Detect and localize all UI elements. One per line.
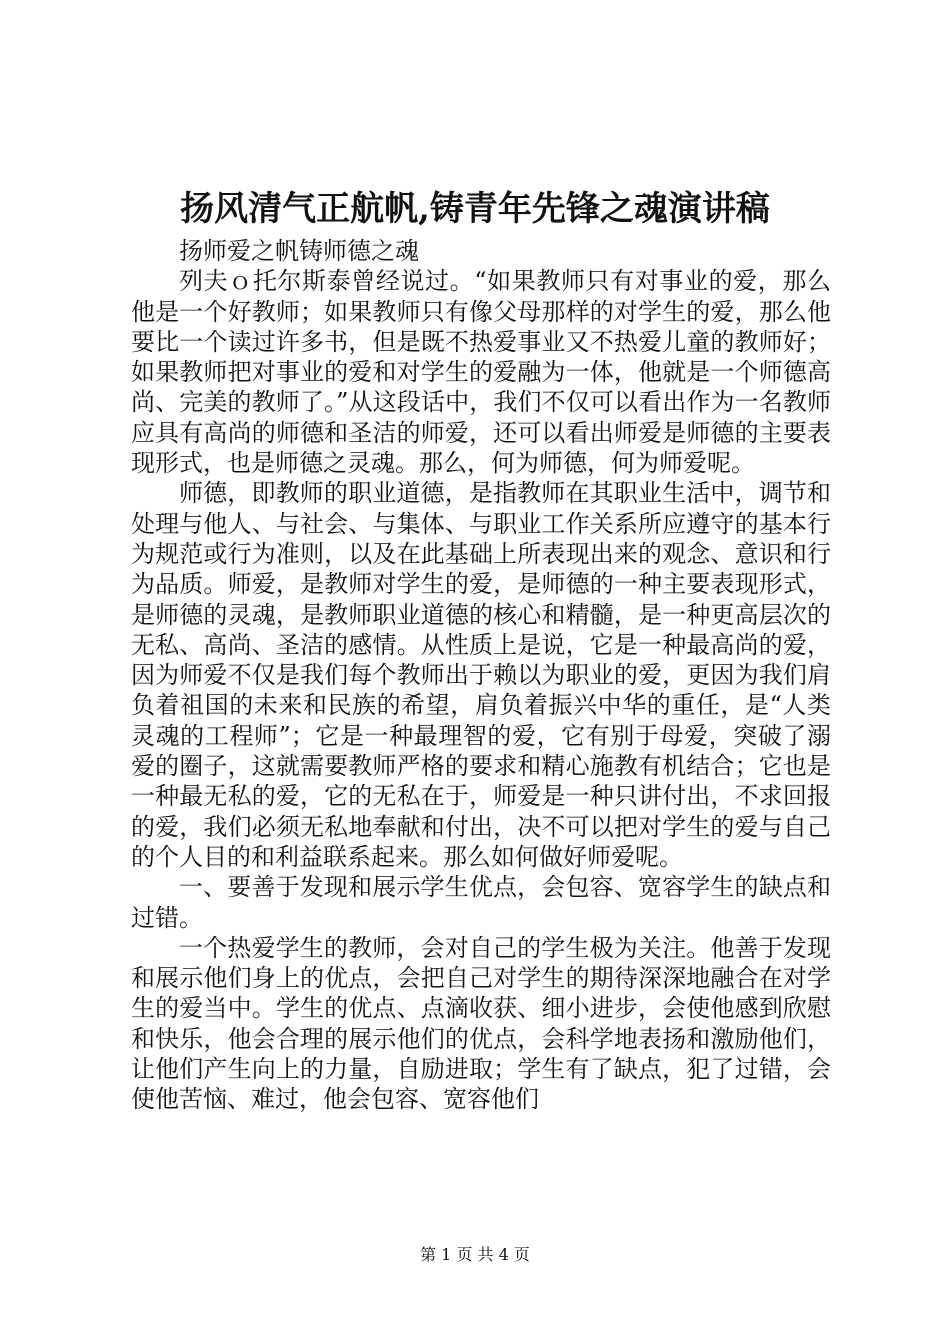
body-paragraph: 师德，即教师的职业道德，是指教师在其职业生活中，调节和处理与他人、与社会、与集体、与职业工作关系所应遵守的基本行为规范或行为准则，以及在此基础上所表现出来的观念、意识和行为品质。师爱，是教师对学生的爱，是师德的一种主要表现形式，是师德的灵魂，是教师职业道德的核心和精髓，是一种更高层次的无私、高尚、圣洁的感情。从性质上是说，它是一种最高尚的爱，因为师爱不仅是我们每个教师出于赖以为职业的爱，更因为我们肩负着祖国的未来和民族的希望，肩负着振兴中华的重任，是“人类灵魂的工程师”；它是一种最理智的爱，它有别于母爱，突破了溺爱的圈子，这就需要教师严格的要求和精心施教有机结合；它也是一种最无私的爱，它的无私在于，师爱是一种只讲付出，不求回报的爱，我们必须无私地奉献和付出，决不可以把对学生的爱与自己的个人目的和利益联系起来。那么如何做好师爱呢。 (131, 479, 831, 871)
document-body (131, 236, 831, 1115)
document-title: 扬风清气正航帆,铸青年先锋之魂演讲稿 (180, 189, 770, 229)
body-paragraph: 列夫ｏ托尔斯泰曾经说过。“如果教师只有对事业的爱，那么他是一个好教师；如果教师只有像父母那样的对学生的爱，那么他要比一个读过许多书，但是既不热爱事业又不热爱儿童的教师好；如果教师把对事业的爱和对学生的爱融为一体，他就是一个师德高尚、完美的教师了。”从这段话中，我们不仅可以看出作为一名教师应具有高尚的师德和圣洁的师爱，还可以看出师爱是师德的主要表现形式，也是师德之灵魂。那么，何为师德，何为师爱呢。 (131, 267, 831, 478)
body-paragraph: 一个热爱学生的教师，会对自己的学生极为关注。他善于发现和展示他们身上的优点，会把自己对学生的期待深深地融合在对学生的爱当中。学生的优点、点滴收获、细小进步，会使他感到欣慰和快乐，他会合理的展示他们的优点，会科学地表扬和激励他们，让他们产生向上的力量，自励进取；学生有了缺点，犯了过错，会使他苦恼、难过，他会包容、宽容他们 (131, 933, 831, 1114)
section-heading: 一、要善于发现和展示学生优点，会包容、宽容学生的缺点和过错。 (131, 873, 831, 932)
page-footer: 第 1 页 共 4 页 (420, 1245, 530, 1264)
subtitle-paragraph: 扬师爱之帆铸师德之魂 (179, 237, 419, 265)
